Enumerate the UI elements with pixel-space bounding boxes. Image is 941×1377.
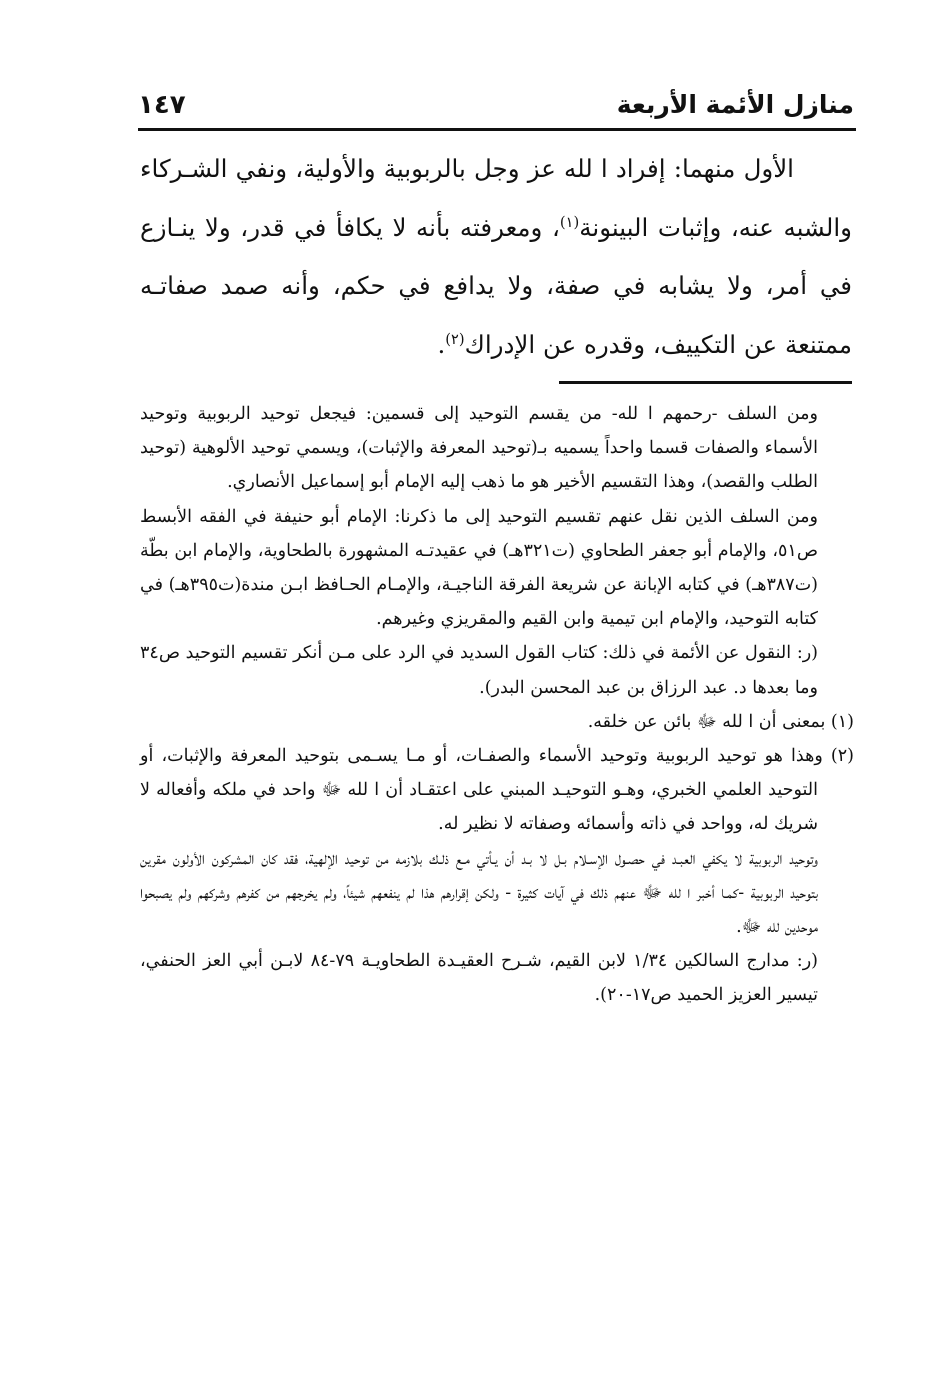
main-text-part-1: الأول منهما: إفراد ا لله عز وجل بالربوبية والأولية، ونفي الشـركاء والشبه عنه، وإثبات البينونة xyxy=(140,154,852,242)
footnote-1: (١) بمعنى أن ا لله ﷻ بائن عن خلقه. xyxy=(587,711,854,732)
footnote-2-continuation: وتوحيد الربوبية لا يكفي العبـد في حصـول الإسـلام بـل لا بـد أن يـأتي مـع ذلـك بلازمه من توحيد الإلهية، فقد كان المشركون الأولون مقرين بتوحيد الربوبية -كمـا أخبر ا لله ﷻ عنهم ذلك في آيات كثيرة - ولكن إقرارهم هذا لم ينفعهم شيئاً، ولم يخرجهم من كفرهم وشركهم ولم يصبحوا موحدين لله ﷻ. xyxy=(140,848,818,938)
main-text xyxy=(140,140,852,374)
footnote-2-references: (ر: مدارج السالكين ١/٣٤ لابن القيم، شـرح العقيـدة الطحاويـة ٧٩-٨٤ لابـن أبي العز الحنفي، تيسير العزيز الحميد ص١٧-٢٠). xyxy=(140,951,818,1006)
header-rule xyxy=(138,128,856,131)
footnote-continuation-1: ومن السلف -رحمهم ا لله- من يقسم التوحيد إلى قسمين: فيجعل توحيد الربوبية وتوحيد الأسماء والصفات قسما واحداً يسميه بـ(توحيد المعرفة والإثبات)، ويسمي توحيد الألوهية (توحيد الطلب والقصد)، وهذا التقسيم الأخير هو ما ذهب إليه الإمام أبو إسماعيل الأنصاري. xyxy=(140,404,818,493)
footnote-continuation-3: (ر: النقول عن الأئمة في ذلك: كتاب القول السديد في الرد على مـن أنكر تقسيم التوحيد ص٣٤ وما بعدها د. عبد الرزاق بن عبد المحسن البدر). xyxy=(140,643,818,698)
footnotes xyxy=(140,397,854,1013)
footnote-separator xyxy=(559,381,852,384)
footnote-ref-1: (١) xyxy=(559,213,580,231)
footnote-2: (٢) وهذا هو توحيد الربوبية وتوحيد الأسماء والصفـات، أو مـا يسـمى بتوحيد المعرفة والإثبات، أو التوحيد العلمي الخبري، وهـو التوحيـد المبني على اعتقـاد أن ا لله ﷻ واحد في ملكه وأفعاله لا شريك له، وواحد في ذاته وأسمائه وصفاته لا نظير له. xyxy=(140,746,854,835)
main-paragraph xyxy=(140,140,852,374)
footnote-continuation-2: ومن السلف الذين نقل عنهم تقسيم التوحيد إلى ما ذكرنا: الإمام أبو حنيفة في الفقه الأبسط ص٥١، والإمام أبو جعفر الطحاوي (ت٣٢١هـ) في عقيدتـه المشهورة بالطحاوية، والإمام ابن بطّة (ت٣٨٧هـ) في كتابه الإبانة عن شريعة الفرقة الناجيـة، والإمـام الحـافظ ابـن مندة(ت٣٩٥هـ) في كتابه التوحيد، والإمام ابن تيمية وابن القيم والمقريزي وغيرهم. xyxy=(140,506,819,630)
running-title: منازل الأئمة الأربعة xyxy=(616,90,854,119)
page-number: ١٤٧ xyxy=(138,90,186,120)
footnote-ref-2: (٢) xyxy=(445,330,465,348)
main-text-part-2: ، ومعرفته بأنه لا يكافأ في قدر، ولا ينـازع في أمر، ولا يشابه في صفة، ولا يدافع في حكم، وأنه صمد صفاتـه ممتنعة عن التكييف، وقدره عن الإدراك xyxy=(140,212,852,359)
running-header xyxy=(138,82,854,122)
main-text-part-3: . xyxy=(437,329,446,359)
